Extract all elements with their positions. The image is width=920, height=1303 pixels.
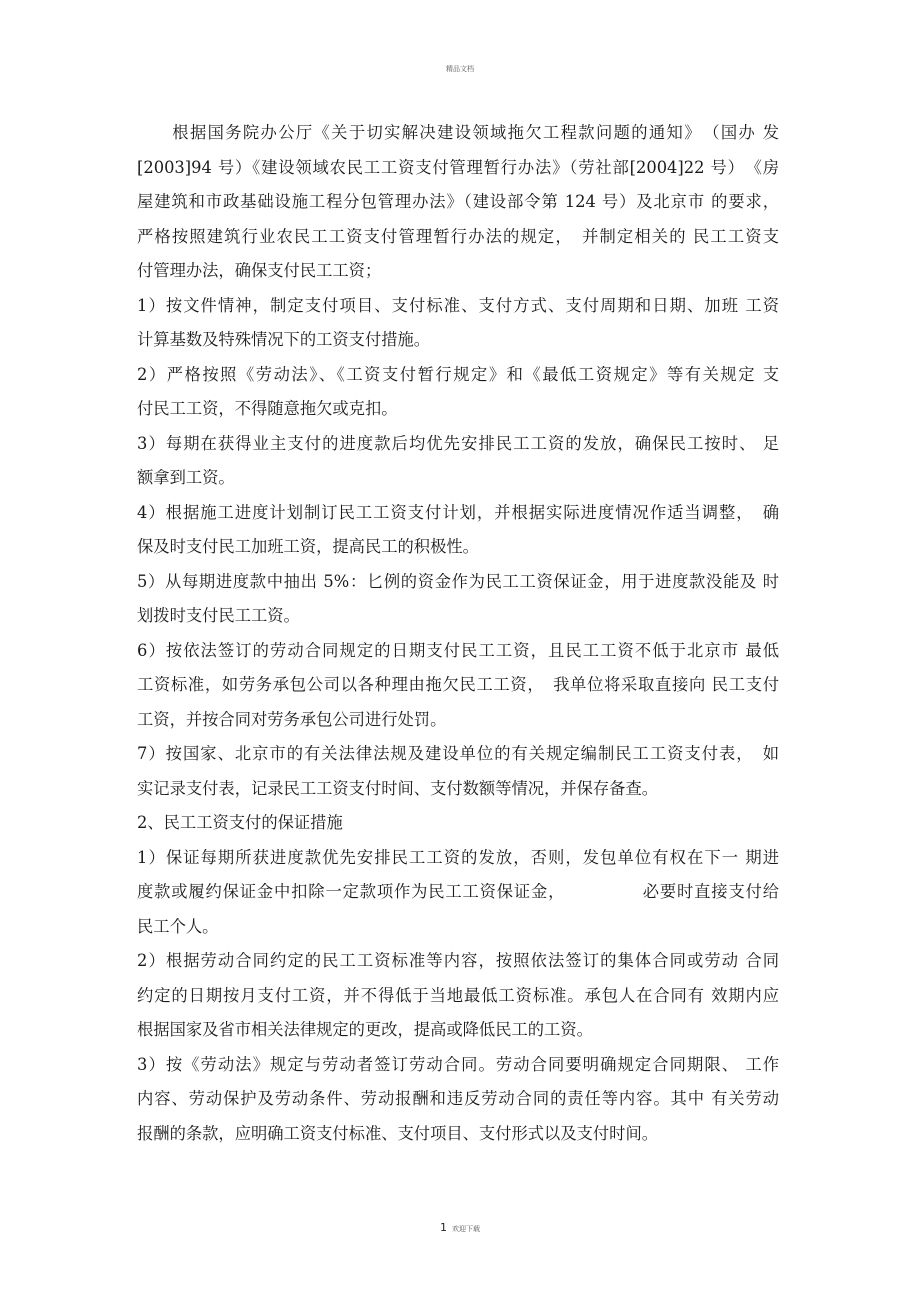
page-footer <box>0 1216 920 1235</box>
header-label: 精品文档 <box>446 65 474 73</box>
document-body <box>137 116 779 1151</box>
text-line: 保及时支付民工加班工资，提高民工的积极性。 <box>137 537 479 556</box>
paragraph <box>137 116 779 289</box>
text-line: 报酬的条款，应明确工资支付标准、支付项目、支付形式以及支付时间。 <box>137 1123 659 1143</box>
text-line: 6）按依法签订的劳动合同规定的日期支付民工工资，且民工工资不低于北京市 最低 <box>137 640 779 660</box>
text-line: 根据国家及省市相关法律规定的更改，提高或降低民工的工资。 <box>137 1020 593 1039</box>
text-line: 7）按国家、北京市的有关法律法规及建设单位的有关规定编制民工工资支付表， 如 <box>137 744 779 763</box>
paragraph <box>137 289 779 358</box>
text-line: 工资标准，如劳务承包公司以各种理由拖欠民工工资， 我单位将采取直接向 民工支付 <box>137 675 779 694</box>
paragraph <box>137 565 779 634</box>
paragraph <box>137 806 779 841</box>
text-line: 2）严格按照《劳动法》、《工资支付暂行规定》和《最低工资规定》等有关规定 支 <box>137 364 779 384</box>
page-number: 1 <box>439 1221 447 1234</box>
text-line: 划拨时支付民工工资。 <box>137 606 300 625</box>
text-line: 额拿到工资。 <box>137 468 235 487</box>
paragraph <box>137 358 779 427</box>
text-line: 约定的日期按月支付工资，并不得低于当地最低工资标准。承包人在合同有 效期内应 <box>137 985 779 1005</box>
paragraph <box>137 944 779 1048</box>
text-line: 计算基数及特殊情况下的工资支付措施。 <box>137 330 431 349</box>
paragraph <box>137 496 779 565</box>
paragraph <box>137 1048 779 1152</box>
paragraph <box>137 427 779 496</box>
text-line: 民工个人。 <box>137 916 219 936</box>
text-line: 付管理办法，确保支付民工工资； <box>137 261 382 280</box>
paragraph <box>137 841 779 945</box>
text-line: 屋建筑和市政基础设施工程分包管理办法》（建设部令第 124 号）及北京市 的要求， <box>137 192 779 211</box>
text-line: 2）根据劳动合同约定的民工工资标准等内容，按照依法签订的集体合同或劳动 合同 <box>137 951 779 970</box>
text-line: 5）从每期进度款中抽出 5%：匕例的资金作为民工工资保证金，用于进度款没能及 时 <box>137 571 779 591</box>
text-line: 3）按《劳动法》规定与劳动者签订劳动合同。劳动合同要明确规定合同期限、 工作 <box>137 1054 779 1074</box>
text-line: 1）保证每期所获进度款优先安排民工工资的发放，否则，发包单位有权在下一 期进 <box>137 847 779 867</box>
page-header <box>0 64 920 74</box>
text-line: 工资，并按合同对劳务承包公司进行处罚。 <box>137 709 447 729</box>
text-line: [2003]94 号）《建设领域农民工工资支付管理暂行办法》（劳社部[2004]22 号） 《房 <box>137 157 779 177</box>
text-line: 付民工工资，不得随意拖欠或克扣。 <box>137 399 398 418</box>
paragraph <box>137 737 779 806</box>
text-line: 根据国务院办公厅《关于切实解决建设领域拖欠工程款问题的通知》 （国办 发 <box>137 123 779 142</box>
text-line: 严格按照建筑行业农民工工资支付管理暂行办法的规定， 并制定相关的 民工工资支 <box>137 226 779 246</box>
text-line: 度款或履约保证金中扣除一定款项作为民工工资保证金， 必要时直接支付给 <box>137 882 779 901</box>
paragraph <box>137 634 779 738</box>
footer-label: 欢迎下载 <box>452 1225 481 1233</box>
text-line: 1）按文件情神，制定支付项目、支付标准、支付方式、支付周期和日期、加班 工资 <box>137 295 779 315</box>
text-line: 内容、劳动保护及劳动条件、劳动报酬和违反劳动合同的责任等内容。其中 有关劳动 <box>137 1089 779 1108</box>
text-line: 2、民工工资支付的保证措施 <box>137 813 343 832</box>
text-line: 4）根据施工进度计划制订民工工资支付计划，并根据实际进度情况作适当调整， 确 <box>137 502 779 522</box>
text-line: 3）每期在获得业主支付的进度款后均优先安排民工工资的发放，确保民工按时、 足 <box>137 433 779 453</box>
text-line: 实记录支付表，记录民工工资支付时间、支付数额等情况，并保存备查。 <box>137 778 659 798</box>
